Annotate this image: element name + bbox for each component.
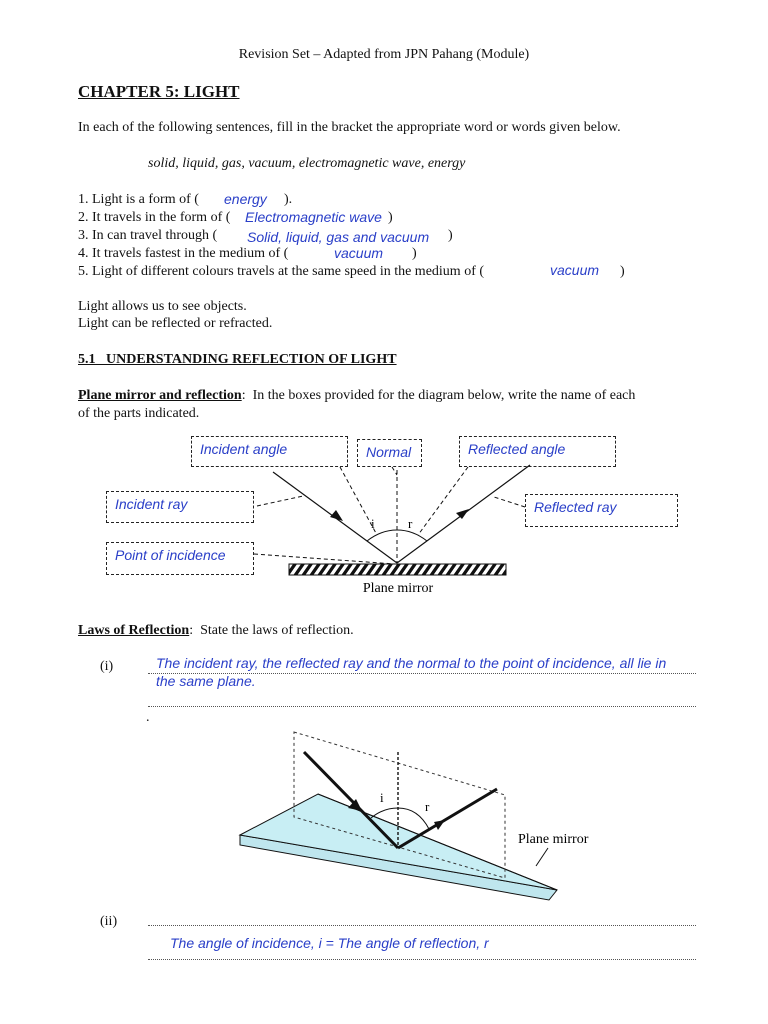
answer-1: energy [224,191,267,207]
diagram-angle-i: i [380,790,384,805]
angle-r-label: r [408,516,413,531]
diagram-mirror-pointer [536,848,548,866]
diagram-reflected-ray [398,789,497,848]
reflected-angle-arc [397,530,427,541]
diagram-mirror-label: Plane mirror [518,832,589,847]
diagram-reflected-arrowhead [434,820,445,830]
plane-mirror-surface [289,564,506,575]
label-incident-angle[interactable]: Incident angle [191,436,348,467]
leader-reflected-ray [494,497,525,507]
law-2-number: (ii) [100,914,118,929]
leader-point-of-incidence [254,554,395,564]
word-list: solid, liquid, gas, vacuum, electromagnetic wave, energy [148,156,466,171]
law-2-dotted-line-1 [148,925,696,926]
leader-reflected-angle [418,467,468,535]
page-header: Revision Set – Adapted from JPN Pahang (Module) [238,47,530,62]
question-1-suffix: ). [284,192,293,207]
statement-2: Light can be reflected or refracted. [78,316,273,331]
law-1-answer-line-1[interactable]: The incident ray, the reflected ray and the normal to the point of incidence, all lie in [156,655,667,671]
question-2: 2. It travels in the form of ( [78,210,231,225]
question-1 [78,192,199,208]
answer-3: Solid, liquid, gas and vacuum [247,229,430,245]
label-reflected-ray[interactable]: Reflected ray [525,494,678,527]
plane-mirror-heading: Plane mirror and reflection [78,388,242,403]
angle-i-label: i [371,516,375,531]
question-4-suffix: ) [412,246,417,261]
label-normal[interactable]: Normal [357,439,422,467]
plane-mirror-intro [78,388,635,404]
answer-4: vacuum [334,245,384,261]
answer-2: Electromagnetic wave [245,209,382,225]
question-3-suffix: ) [448,228,453,243]
plane-mirror-text: : In the boxes provided for the diagram below, write the name of each [241,388,636,403]
laws-text: : State the laws of reflection. [189,623,354,638]
question-1-prefix: 1. Light is a form of ( [78,192,199,207]
plane-reflection-diagram [0,725,768,905]
question-4: 4. It travels fastest in the medium of ( [78,246,289,261]
label-point-of-incidence[interactable]: Point of incidence [106,542,254,575]
incident-arrowhead [330,510,343,521]
mirror-caption: Plane mirror [362,581,434,596]
law-1-answer-line-2[interactable]: the same plane. [156,673,256,689]
question-5-suffix: ) [620,264,625,279]
section-title: 5.1 UNDERSTANDING REFLECTION OF LIGHT [78,352,397,367]
leader-incident-ray [257,496,303,506]
law-1-number: (i) [100,659,114,674]
law-2-dotted-line-2 [148,959,696,960]
leader-normal [392,467,397,475]
label-incident-ray[interactable]: Incident ray [106,491,254,523]
instruction-text: In each of the following sentences, fill in the bracket the appropriate word or words given below. [78,120,621,135]
law-1-dotted-line-2 [148,706,696,707]
stray-dot: . [146,710,150,725]
label-reflected-angle[interactable]: Reflected angle [459,436,616,467]
diagram-angle-r: r [425,799,430,814]
laws-heading-line [78,623,354,639]
statement-1: Light allows us to see objects. [78,299,247,314]
answer-5: vacuum [550,262,600,278]
chapter-title: CHAPTER 5: LIGHT [78,82,240,101]
laws-heading: Laws of Reflection [78,623,190,638]
law-2-answer[interactable]: The angle of incidence, i = The angle of reflection, r [170,935,489,951]
question-2-suffix: ) [388,210,393,225]
question-3: 3. In can travel through ( [78,228,218,243]
plane-mirror-text-2: of the parts indicated. [78,406,200,421]
question-5: 5. Light of different colours travels at the same speed in the medium of ( [78,264,485,279]
incident-angle-arc [367,530,397,541]
